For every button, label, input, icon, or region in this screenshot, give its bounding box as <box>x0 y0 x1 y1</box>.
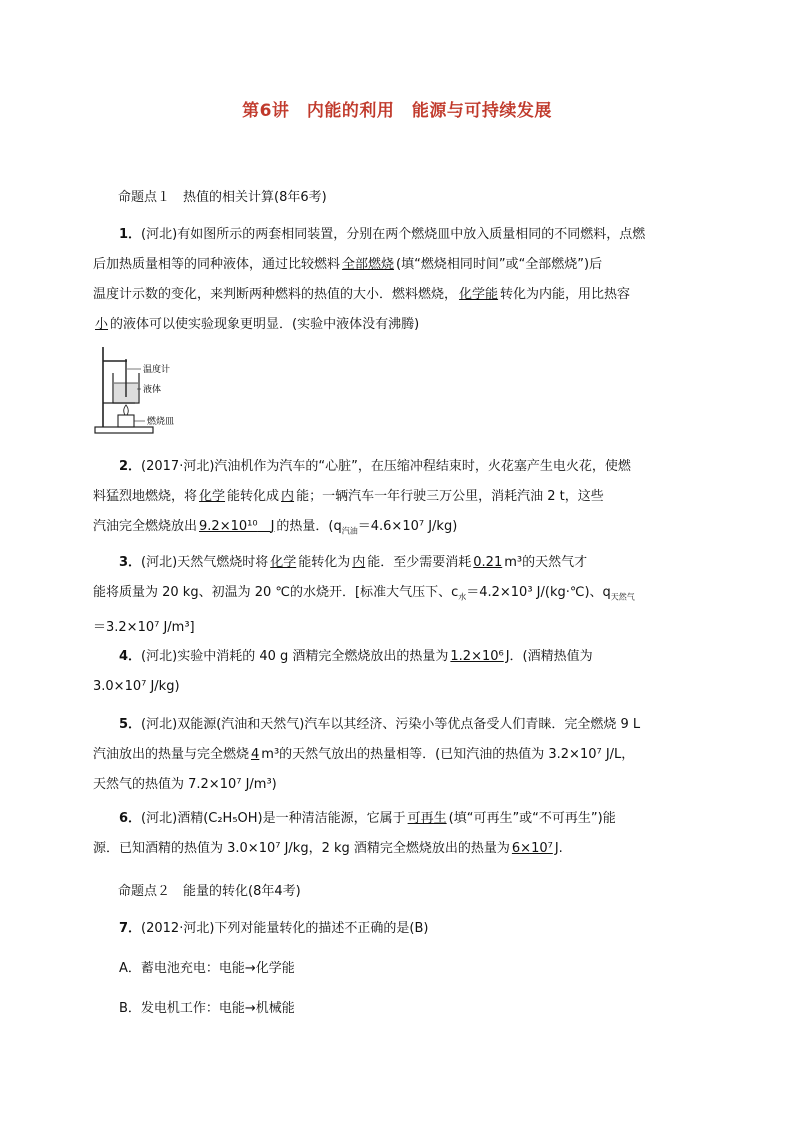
question-text: 能转化成 <box>227 489 280 504</box>
question-text: 温度计示数的变化，来判断两种燃料的热值的大小．燃料燃烧， <box>93 287 458 302</box>
option-b: B．发电机工作：电能→机械能 <box>119 1001 295 1016</box>
question-number: 4． <box>119 649 142 664</box>
answer-blank: 4 <box>251 747 260 762</box>
question-text: (填“燃烧相同时间”或“全部燃烧”)后 <box>396 257 603 272</box>
question-text: 的液体可以使实验现象更明显．(实验中液体没有沸腾) <box>110 317 420 332</box>
answer-blank: 0.21 <box>473 555 503 570</box>
question-text: (2017·河北)汽油机作为汽车的“心脏”，在压缩冲程结束时，火花塞产生电火花，使燃 <box>141 459 631 474</box>
question-text: J．(酒精热值为 <box>505 649 593 664</box>
question-text: 料猛烈地燃烧，将 <box>93 489 198 504</box>
question-text: ＝3.2×10⁷ J/m³] <box>93 619 195 635</box>
answer-value: 9.2×10¹⁰ <box>199 519 258 534</box>
question-number: 7． <box>119 921 142 936</box>
answer-blank: 内 <box>352 555 366 570</box>
question-text: m³的天然气放出的热量相等．(已知汽油的热值为 3.2×10⁷ J/L， <box>261 747 635 762</box>
question-text: J. <box>554 841 563 856</box>
answer-blank: 化学 <box>270 555 297 570</box>
answer-blank: 内 <box>281 489 295 504</box>
question-3 <box>93 548 703 643</box>
question-text: 能转化为 <box>298 555 351 570</box>
question-text: (河北)有如图所示的两套相同装置，分别在两个燃烧皿中放入质量相同的不同燃料，点燃 <box>141 227 646 242</box>
answer-blank: 全部燃烧 <box>342 257 395 272</box>
question-text: 天然气的热值为 7.2×10⁷ J/m³) <box>93 777 277 792</box>
question-text: ＝4.2×10³ J/(kg·℃)、q <box>466 585 611 600</box>
apparatus-figure <box>93 343 193 437</box>
question-text: (河北)酒精(C₂H₅OH)是一种清洁能源，它属于 <box>141 811 406 826</box>
question-number: 1． <box>119 227 142 242</box>
page-title: 第6讲 内能的利用 能源与可持续发展 <box>242 101 552 121</box>
question-text: 后加热质量相等的同种液体，通过比较燃料 <box>93 257 341 272</box>
option-a: A．蓄电池充电：电能→化学能 <box>119 961 295 976</box>
label-thermometer: 温度计 <box>143 365 171 375</box>
question-7 <box>93 914 703 1024</box>
answer-blank: 可再生 <box>407 811 447 826</box>
question-text: (河北)实验中消耗的 40 g 酒精完全燃烧放出的热量为 <box>141 649 449 664</box>
question-number: 3． <box>119 555 142 570</box>
answer-blank: 小 <box>95 317 109 332</box>
question-text: 能；一辆汽车一年行驶三万公里，消耗汽油 2 t，这些 <box>296 489 604 504</box>
subscript: 天然气 <box>610 592 635 602</box>
label-dish: 燃烧皿 <box>147 417 175 427</box>
answer-blank: 化学能 <box>459 287 499 302</box>
question-text: 汽油完全燃烧放出 <box>93 519 198 534</box>
answer-blank: 1.2×10⁶ <box>450 649 504 664</box>
label-liquid: 液体 <box>143 385 162 395</box>
question-text: 能．至少需要消耗 <box>367 555 472 570</box>
question-1 <box>93 220 703 340</box>
question-text: 汽油放出的热量与完全燃烧 <box>93 747 250 762</box>
question-text: 能将质量为 20 kg、初温为 20 ℃的水烧开．[标准大气压下、c <box>93 585 459 600</box>
question-text: (2012·河北)下列对能量转化的描述不正确的是(B) <box>141 921 429 936</box>
question-number: 2． <box>119 459 142 474</box>
question-4 <box>93 642 703 702</box>
question-text: m³的天然气才 <box>504 555 588 570</box>
apparatus-diagram <box>93 343 193 437</box>
question-text: (河北)天然气燃烧时将 <box>141 555 269 570</box>
question-text: (填“可再生”或“不可再生”)能 <box>448 811 616 826</box>
answer-blank <box>197 519 276 534</box>
answer-blank: 6×10⁷ <box>511 841 553 856</box>
subscript: 汽油 <box>341 526 358 536</box>
subscript: 水 <box>458 592 467 602</box>
question-5 <box>93 710 703 800</box>
question-text: ＝4.6×10⁷ J/kg) <box>357 519 458 534</box>
question-text: (河北)双能源(汽油和天然气)汽车以其经济、污染小等优点备受人们青睐．完全燃烧 9 L <box>141 717 641 732</box>
question-text: 转化为内能，用比热容 <box>500 287 631 302</box>
question-text: 源．已知酒精的热值为 3.0×10⁷ J/kg，2 kg 酒精完全燃烧放出的热量为 <box>93 841 510 856</box>
question-number: 5． <box>119 717 142 732</box>
answer-unit: J <box>270 519 275 534</box>
question-number: 6． <box>119 811 142 826</box>
question-text: 3.0×10⁷ J/kg) <box>93 679 180 694</box>
section-heading-2: 命题点２ 能量的转化(8年4考) <box>118 884 301 899</box>
question-2 <box>93 452 703 547</box>
question-text: 的热量．(q <box>276 519 342 534</box>
answer-blank: 化学 <box>199 489 226 504</box>
question-6 <box>93 804 703 864</box>
section-heading-1: 命题点１ 热值的相关计算(8年6考) <box>118 190 327 205</box>
